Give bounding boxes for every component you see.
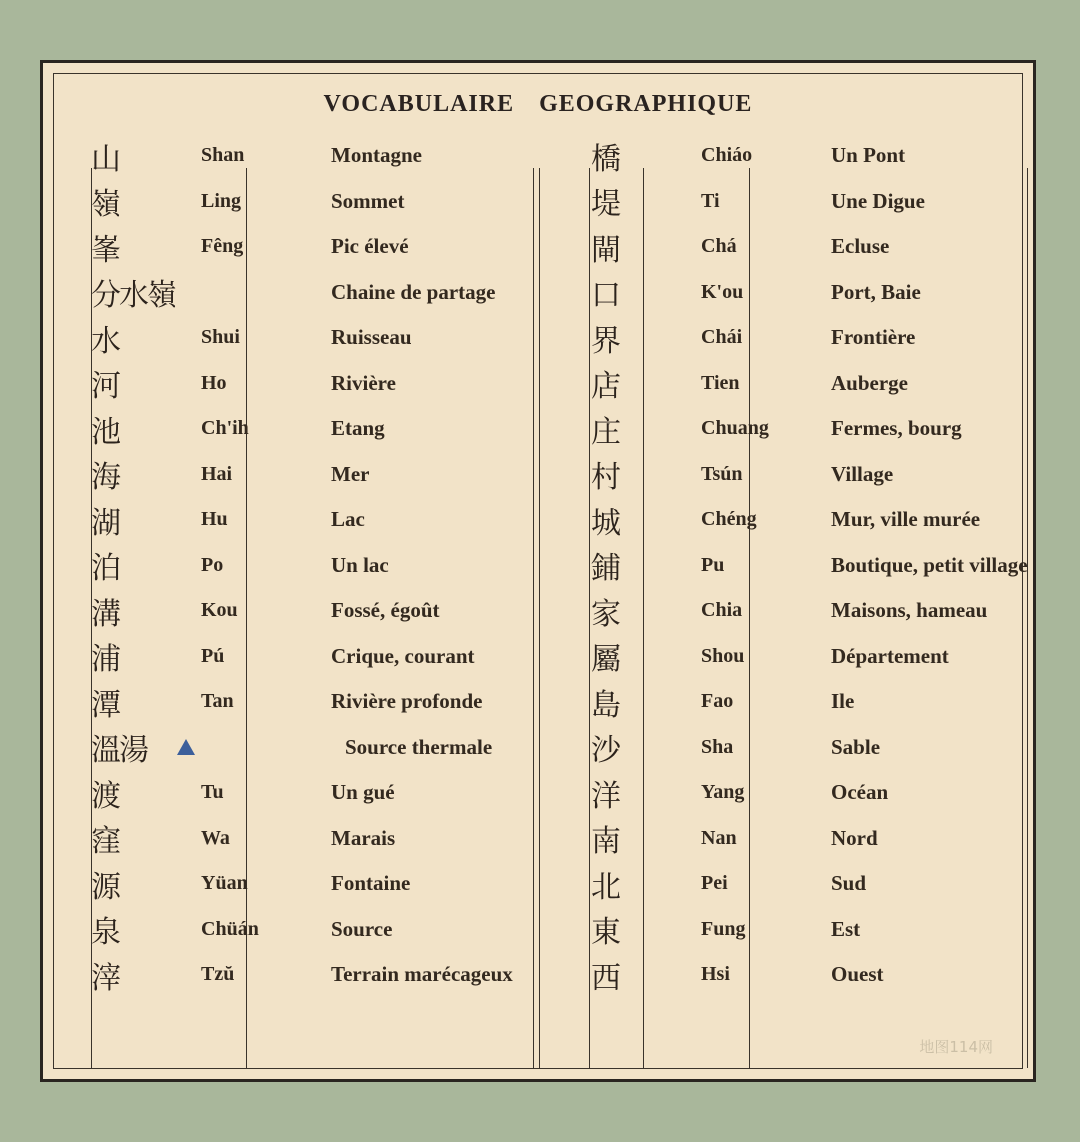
romanization: Ho [201,371,227,394]
romanization: Shan [201,144,245,167]
chinese-term: 店 [591,369,621,405]
chinese-term: 海 [91,460,121,496]
chinese-term: 口 [591,278,621,314]
romanization: Wa [201,826,230,849]
vocabulary-row [591,406,1028,452]
french-translation: Rivière profonde [331,689,483,714]
vocabulary-row [91,634,513,680]
french-translation: Fermes, bourg [831,416,962,441]
vocabulary-row [91,725,513,771]
vocabulary-row [591,543,1028,589]
romanization: Chia [701,599,743,622]
romanization: Ti [701,189,720,212]
chinese-term: 村 [591,460,621,496]
romanization: Nan [701,826,737,849]
romanization: Chéng [701,508,757,531]
french-translation: Ruisseau [331,325,412,350]
chinese-term: 東 [591,915,621,951]
vocabulary-row [591,315,1028,361]
vocabulary-row [91,861,513,907]
right-vocabulary-column [591,133,1028,998]
chinese-term: 溫湯 [91,733,147,769]
romanization: Pú [201,644,225,667]
chinese-term: 滓 [91,960,121,996]
chinese-term: 家 [591,596,621,632]
vocabulary-row [91,315,513,361]
vocabulary-row [91,497,513,543]
romanization: Chá [701,235,737,258]
hot-spring-triangle-icon [177,739,195,755]
romanization: Po [201,553,224,576]
french-translation: Terrain marécageux [331,962,513,987]
romanization: Shui [201,326,240,349]
chinese-term: 北 [591,869,621,905]
french-translation: Sable [831,734,881,759]
chinese-term: 泉 [91,915,121,951]
french-translation: Montagne [331,143,422,168]
vocabulary-row [591,770,1028,816]
romanization: Pei [701,872,728,895]
french-translation: Pic élevé [331,234,409,259]
romanization: K'ou [701,280,744,303]
chinese-term: 河 [91,369,121,405]
chinese-term: 泊 [91,551,121,587]
vocabulary-row [91,406,513,452]
chinese-term: 源 [91,869,121,905]
vocabulary-row [91,770,513,816]
vocabulary-row [591,861,1028,907]
french-translation: Fossé, égoût [331,598,440,623]
chinese-term: 水 [91,323,121,359]
chinese-term: 島 [591,687,621,723]
chinese-term: 庄 [591,414,621,450]
vocabulary-row [591,452,1028,498]
vocabulary-row [91,270,513,316]
french-translation: Est [831,916,861,941]
french-translation: Océan [831,780,889,805]
watermark: 地图114网 [919,1038,993,1056]
french-translation: Source thermale [345,734,493,759]
romanization: Fêng [201,235,244,258]
french-translation: Lac [331,507,365,532]
french-translation: Sud [831,871,867,896]
chinese-term: 堤 [591,187,621,223]
french-translation: Frontière [831,325,916,350]
chinese-term: 沙 [591,733,621,769]
vocabulary-row [591,588,1028,634]
vocabulary-sheet [40,60,1036,1082]
chinese-term: 潭 [91,687,121,723]
romanization: Tsún [701,462,743,485]
chinese-term: 山 [91,141,121,177]
romanization: Chüán [201,917,259,940]
vocabulary-row [591,634,1028,680]
french-translation: Mer [331,461,370,486]
vocabulary-row [591,270,1028,316]
romanization: Tan [201,690,234,713]
chinese-term: 峯 [91,232,121,268]
vocabulary-row [91,588,513,634]
vocabulary-row [91,816,513,862]
romanization: Tien [701,371,740,394]
chinese-term: 城 [591,505,621,541]
vocabulary-row [91,452,513,498]
vocabulary-row [91,133,513,179]
french-translation: Département [831,643,949,668]
romanization: Chiáo [701,144,753,167]
page-title: VOCABULAIRE GEOGRAPHIQUE [323,91,753,117]
french-translation: Maisons, hameau [831,598,988,623]
chinese-term: 分水嶺 [91,278,175,314]
vocabulary-row [91,179,513,225]
romanization: Hsi [701,963,730,986]
romanization: Hu [201,508,228,531]
romanization: Yüan [201,872,248,895]
french-translation: Etang [331,416,385,441]
chinese-term: 界 [591,323,621,359]
chinese-term: 溝 [91,596,121,632]
french-translation: Ile [831,689,855,714]
romanization: Tu [201,781,224,804]
romanization: Ling [201,189,242,212]
romanization: Hai [201,462,233,485]
french-translation: Une Digue [831,188,925,213]
french-translation: Crique, courant [331,643,475,668]
chinese-term: 鋪 [591,551,621,587]
chinese-term: 浦 [91,642,121,678]
french-translation: Un lac [331,552,389,577]
vocabulary-row [591,497,1028,543]
romanization: Chái [701,326,743,349]
french-translation: Ecluse [831,234,890,259]
romanization: Pu [701,553,725,576]
french-translation: Boutique, petit village [831,552,1028,577]
chinese-term: 橋 [591,141,621,177]
vocabulary-row [591,907,1028,953]
chinese-term: 閘 [591,232,621,268]
vocabulary-row [591,179,1028,225]
vocabulary-row [591,224,1028,270]
divider-right-1 [589,168,590,1068]
vocabulary-row [591,816,1028,862]
vocabulary-row [91,224,513,270]
romanization: Shou [701,644,745,667]
chinese-term: 池 [91,414,121,450]
vocabulary-row [591,361,1028,407]
chinese-term: 洋 [591,778,621,814]
vocabulary-row [591,952,1028,998]
french-translation: Port, Baie [831,279,921,304]
romanization: Sha [701,735,734,758]
romanization: Yang [701,781,745,804]
french-translation: Fontaine [331,871,411,896]
vocabulary-row [591,725,1028,771]
chinese-term: 湖 [91,505,121,541]
vocabulary-row [91,952,513,998]
french-translation: Source [331,916,393,941]
chinese-term: 屬 [591,642,621,678]
chinese-term: 南 [591,824,621,860]
vocabulary-row [91,679,513,725]
french-translation: Village [831,461,894,486]
vocabulary-row [91,907,513,953]
chinese-term: 渡 [91,778,121,814]
french-translation: Sommet [331,188,405,213]
divider-center-1 [533,168,534,1068]
romanization: Ch'ih [201,417,249,440]
vocabulary-row [91,543,513,589]
french-translation: Un gué [331,780,395,805]
divider-center-2 [539,168,540,1068]
french-translation: Chaine de partage [331,279,496,304]
french-translation: Nord [831,825,878,850]
chinese-term: 嶺 [91,187,121,223]
french-translation: Un Pont [831,143,906,168]
french-translation: Rivière [331,370,396,395]
romanization: Fung [701,917,746,940]
french-translation: Ouest [831,962,884,987]
french-translation: Auberge [831,370,908,395]
left-vocabulary-column [91,133,513,998]
vocabulary-row [91,361,513,407]
romanization: Tzŭ [201,963,235,986]
french-translation: Marais [331,825,396,850]
vocabulary-row [591,679,1028,725]
vocabulary-row [591,133,1028,179]
romanization: Fao [701,690,734,713]
romanization: Chuang [701,417,769,440]
french-translation: Mur, ville murée [831,507,981,532]
chinese-term: 窪 [91,824,121,860]
romanization: Kou [201,599,238,622]
chinese-term: 西 [591,960,621,996]
